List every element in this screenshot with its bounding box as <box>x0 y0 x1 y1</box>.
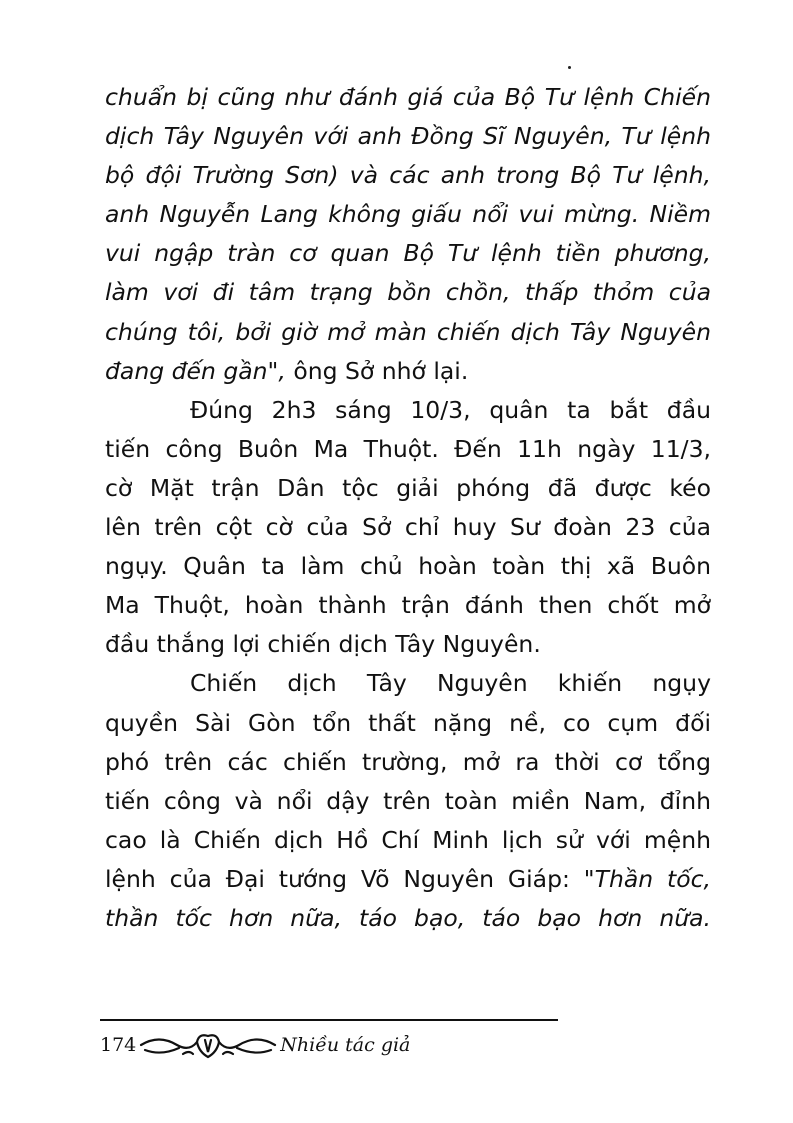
italic-text-segment: "Thần tốc, <box>583 864 711 893</box>
text-line <box>105 156 711 195</box>
author-name: Nhiều tác giả <box>280 1034 411 1056</box>
text-segment: lệnh của Đại tướng Võ Nguyên Giáp: <box>105 864 584 893</box>
text-segment: đầu thắng lợi chiến dịch Tây Nguyên. <box>105 630 541 659</box>
text-segment: cờ Mặt trận Dân tộc giải phóng đã được kéo <box>105 473 711 502</box>
text-line <box>105 430 711 469</box>
italic-text-segment: đang đến gần", <box>105 356 286 385</box>
text-segment: ông Sở nhớ lại. <box>285 356 469 385</box>
text-line <box>105 547 711 586</box>
text-segment: quyền Sài Gòn tổn thất nặng nề, co cụm đối <box>105 708 711 737</box>
text-line <box>105 704 711 743</box>
footer-rule <box>100 1019 558 1021</box>
text-line <box>105 352 711 391</box>
text-line <box>105 821 711 860</box>
text-line <box>105 782 711 821</box>
text-line <box>105 508 711 547</box>
italic-text-segment: chuẩn bị cũng như đánh giá của Bộ Tư lệnh Chiến <box>105 83 711 111</box>
text-segment: phó trên các chiến trường, mở ra thời cơ tổng <box>105 747 711 776</box>
text-line <box>105 313 711 352</box>
italic-text-segment: thần tốc hơn nữa, táo bạo, táo bạo hơn nữa. <box>105 903 711 932</box>
text-line <box>105 860 711 899</box>
page-number: 174 <box>100 1034 137 1056</box>
text-segment: tiến công Buôn Ma Thuột. Đến 11h ngày 11/3, <box>105 434 711 463</box>
text-line <box>105 273 711 312</box>
italic-text-segment: bộ đội Trường Sơn) và các anh trong Bộ Tư lệnh, <box>105 161 711 190</box>
italic-text-segment: dịch Tây Nguyên với anh Đồng Sĩ Nguyên, Tư lệnh <box>105 122 711 151</box>
ornament-icon <box>139 1030 277 1060</box>
text-line <box>105 625 711 664</box>
text-segment: Ma Thuột, hoàn thành trận đánh then chốt mở <box>105 591 711 620</box>
text-line <box>105 664 711 703</box>
italic-text-segment: làm vơi đi tâm trạng bồn chồn, thấp thỏm của <box>105 278 711 307</box>
scan-speck <box>568 66 571 69</box>
italic-text-segment: anh Nguyễn Lang không giấu nổi vui mừng. Niềm <box>105 200 711 229</box>
text-line <box>105 117 711 156</box>
text-line <box>105 743 711 782</box>
text-segment: Chiến dịch Tây Nguyên khiến ngụy <box>190 669 711 698</box>
page-footer <box>100 1028 410 1062</box>
text-line <box>105 586 711 625</box>
text-line <box>105 195 711 234</box>
body-text <box>105 78 711 938</box>
text-segment: tiến công và nổi dậy trên toàn miền Nam, đỉnh <box>105 786 711 815</box>
text-line <box>105 234 711 273</box>
text-segment: lên trên cột cờ của Sở chỉ huy Sư đoàn 23 của <box>105 513 711 542</box>
text-segment: Đúng 2h3 sáng 10/3, quân ta bắt đầu <box>190 395 711 424</box>
text-line <box>105 391 711 430</box>
text-segment: ngụy. Quân ta làm chủ hoàn toàn thị xã Buôn <box>105 552 711 581</box>
text-line <box>105 469 711 508</box>
text-segment: cao là Chiến dịch Hồ Chí Minh lịch sử với mệnh <box>105 825 711 854</box>
italic-text-segment: vui ngập tràn cơ quan Bộ Tư lệnh tiền phương, <box>105 239 711 268</box>
italic-text-segment: chúng tôi, bởi giờ mở màn chiến dịch Tây Nguyên <box>105 317 711 346</box>
text-line <box>105 78 711 117</box>
text-line <box>105 899 711 938</box>
